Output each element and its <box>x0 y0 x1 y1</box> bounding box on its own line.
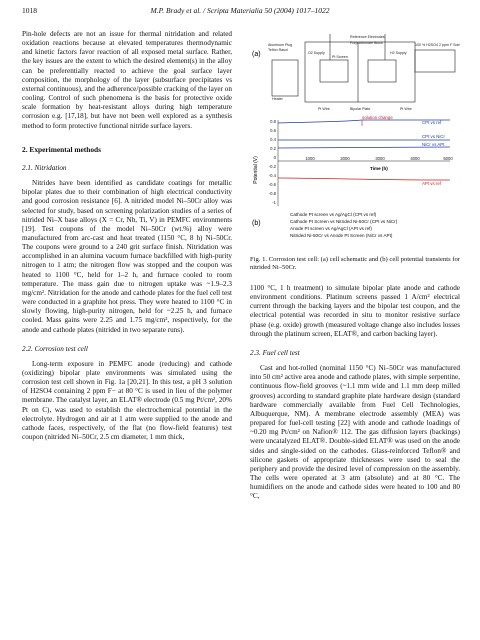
alumina-label: Aluminum Plug <box>268 43 293 47</box>
y-tick: -1 <box>272 200 276 205</box>
bipolar-label: Bipolar Plate <box>350 107 371 111</box>
x-tick: 3000 <box>375 156 385 161</box>
subsection-heading: 2.1. Nitridation <box>22 163 67 172</box>
acid-reservoir-shape <box>415 50 455 72</box>
running-head: M.P. Brady et al. / Scripta Materialia 50 (2004) 1017–1022 <box>150 6 330 15</box>
panel-b-label: (b) <box>252 220 261 227</box>
left-column <box>22 30 232 442</box>
nicr-apt-label: NiCr vs APt <box>422 142 445 147</box>
plot-legend <box>290 212 398 238</box>
x-tick: 4000 <box>410 156 420 161</box>
y-tick: 0.4 <box>270 137 276 142</box>
pt-screen-label: Pt Screen <box>332 55 348 59</box>
paragraph: Long-term exposure in PEMFC anode (reducing) and cathode (oxidizing) bipolar plate environments was simulated using the corrosion test cell shown in Fig. 1a [20,21]. In this test, a pH 3 solution of H2SO4 containing 2 ppm F− at 80 °C is used in lieu of the polymer membrane. The catalyst layer, an ELAT® electrode (0.5 mg Pt/cm², 20% Pt on C), was used to establish the electrochemical potential in the electrolyte. Hydrogen and air at 1 atm were supplied to the anode and cathode faces, respectively, of the flat (no flow-field features) test coupon (nitrided Ni–50Cr, 2.5 cm diameter, 1 mm thick, <box>22 359 232 442</box>
apt-vs-ref-curve <box>278 178 450 180</box>
paragraph: Nitrides have been identified as candidate coatings for metallic bipolar plates due to their combination of high electrical conductivity and good corrosion resistance [6]. A nitrided model Ni–50Cr alloy was selected for study, based on screening polarization studies of a series of nitrided Ni–X base alloys (X = Cr, Nb, Ti, V) in PEMFC environments [19]. Test coupons of the model Ni–50Cr (wt.%) alloy were manufactured from arc-cast and heat treated (1150 °C, 8 h) Ni–50Cr. The coupons were ground to a 240 grit surface finish. Nitridation was accomplished in an alumina vacuum furnace backfilled with high-purity nitrogen to 1 atm; the nitrogen flow was stopped and the coupon was heated to 1100 °C, held for 1–2 h, and furnace cooled to room temperature. The mass gain due to nitrogen uptake was ~1.9–2.3 mg/cm². Nitridation for the anode and cathode plates for the fuel cell test were conducted in a graphite hot press. They were heated to 1100 °C in slowly flowing, high-purity nitrogen, held for ~2.25 h, and furnace cooled. Mass gains were 2.25 and 1.75 mg/cm², respectively, for the anode and cathode plates (nitrided in two separate runs). <box>22 179 232 334</box>
schematic-labels <box>268 35 460 111</box>
cpt-nicr-label: CPt vs NiCr <box>422 134 445 139</box>
y-tick-labels <box>269 119 277 205</box>
page-number: 1018 <box>22 6 37 15</box>
teflon-label: Teflon Rasol <box>268 48 288 52</box>
ref-electrode-label: Reference Electrodes <box>350 35 385 39</box>
nicr-vs-apt-curve <box>278 147 450 148</box>
y-tick: 0.2 <box>270 146 276 151</box>
heater-label: Heater <box>272 97 283 101</box>
poly-label: Polycarbonate Block <box>350 41 383 45</box>
right-chamber-shape <box>368 60 396 82</box>
y-tick: -0.6 <box>268 182 276 187</box>
paragraph: 1100 °C, 1 h treatment) to simulate bipolar plate anode and cathode environment conditions. Platinum screens passed 1 A/cm² electrical current through the backing layers and the bipolar test coupon, and the electrical potential was recorded in situ to monitor resistive surface phase (e.g. oxide) growth (measured voltage change also includes losses through the platinum screen, ELAT®, and carbon backing layer). <box>250 284 460 338</box>
x-tick: 1000 <box>305 156 315 161</box>
right-column <box>250 30 460 501</box>
pt-wire-label: Pt Wire <box>318 107 330 111</box>
y-axis-label: Potential (V) <box>253 156 259 184</box>
subsection-heading: 2.2. Corrosion test cell <box>22 344 88 353</box>
figure-caption: Fig. 1. Corrosion test cell: (a) cell schematic and (b) cell potential transients for nitrided Ni–50Cr. <box>250 256 460 271</box>
cpt-ref-label: CPt vs ref <box>422 120 442 125</box>
legend-entry: Cathode Pt screen vs Ag/AgCl (CPt vs ref) <box>290 212 377 217</box>
solution-change-label: solution change <box>362 115 393 120</box>
left-chamber-shape <box>320 60 348 82</box>
legend-entry: Anode Pt screen vs Ag/AgCl (APt vs ref) <box>290 226 372 231</box>
y-tick: -0.8 <box>268 191 276 196</box>
h2-label: H2 Supply <box>390 51 407 55</box>
subsection-heading: 2.3. Fuel cell test <box>250 348 300 357</box>
acid-label: 100 % H2SO4 2 ppm F Soln <box>415 43 460 47</box>
page-header <box>22 6 458 18</box>
legend-entry: Cathode Pt Screen vs Nitrided Ni-50Cr (CPt vs NiCr) <box>290 219 398 224</box>
x-axis-label: Time (h) <box>370 166 388 171</box>
o2-label: O2 Supply <box>308 51 325 55</box>
y-tick: -0.2 <box>268 164 276 169</box>
y-tick: -0.4 <box>268 173 276 178</box>
apt-ref-label: APt vs ref <box>422 181 442 186</box>
potential-plot <box>253 115 453 238</box>
panel-a-label: (a) <box>252 51 261 58</box>
x-tick-labels <box>305 156 453 161</box>
y-tick: 0.6 <box>270 128 276 133</box>
paragraph: Cast and hot-rolled (nominal 1150 °C) Ni–50Cr was manufactured into 50 cm² active area anode and cathode plates, with simple serpentine, continuous flow-field grooves (~1.1 mm wide and 1.1 mm deep milled grooves) according to standard graphite plate hardware design (standard hardware commercially available from Fuel Cell Technologies, Albuquerque, NM). A membrane electrode assembly (MEA) was prepared for fuel-cell testing [22] with anode and cathode loadings of ~0.20 mg Pt/cm² on Nafion® 112. The gas diffusion layers (backings) were uncatalyzed ELAT®. Double-sided ELAT® was used on the anode sides and single-sided on the cathodes. Glass-reinforced Teflon® and silicone gaskets of appropriate thicknesses were used to seal the periphery and provide the desired level of compression on the assembly. The cells were operated at 3 atm (absolute) and at 80 °C. The humidifiers on the anode and cathode sides were heated to 100 and 80 °C, <box>250 364 460 501</box>
y-tick: 0.8 <box>270 119 276 124</box>
x-tick: 5000 <box>443 156 453 161</box>
y-tick: 0 <box>273 155 276 160</box>
figure-svg <box>250 30 460 250</box>
paragraph: Pin-hole defects are not an issue for thermal nitridation and related oxidation reactions because at elevated temperatures thermodynamic and kinetic factors favor reaction of all exposed metal surface. Rather, the key issues are the extent to which the desired element(s) in the alloy can be preferentially reacted to achieve the goal surface layer composition, the morphology of the layer (subsurface precipitates vs external continuous), and the adherence/possible cracking of the layer on cooling. Control of such phenomena is the basis for protective oxide scale formation by heat-resistant alloys during high temperature corrosion e.g. [17,18], but have not been well explored as a synthesis method to form protective functional nitride surface layers. <box>22 30 232 130</box>
curve-annotations <box>362 115 445 186</box>
figure-1 <box>250 30 460 250</box>
legend-entry: Nitrided Ni-50Cr vs Anode Pt Screen (NiCr vs APt) <box>290 233 393 238</box>
alumina-plug-shape <box>272 60 298 96</box>
section-heading: 2. Experimental methods <box>22 144 102 154</box>
x-tick: 2000 <box>340 156 350 161</box>
pt-wire-label-2: Pt Wire <box>400 107 412 111</box>
